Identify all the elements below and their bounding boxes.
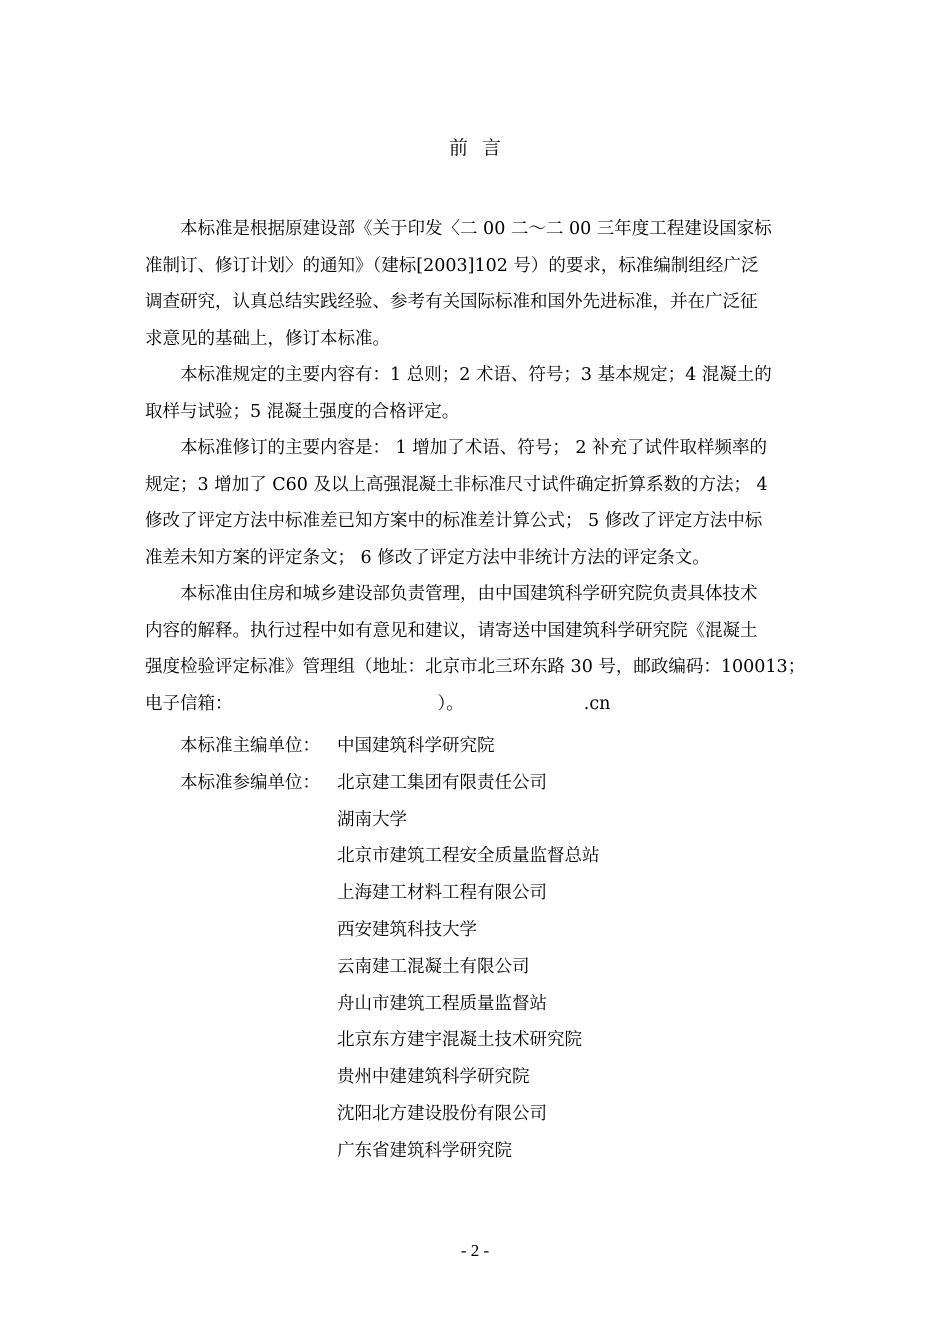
chief-unit-value: 中国建筑科学研究院 <box>337 736 495 756</box>
text-line: 准制订、修订计划〉的通知》（建标[2003]102 号）的要求，标准编制组经广泛 <box>145 255 759 276</box>
text-line: 本标准修订的主要内容是： 1 增加了术语、符号； 2 补充了试件取样频率的 <box>180 438 768 458</box>
participating-unit-item: 西安建筑科技大学 <box>337 919 477 940</box>
participating-unit-row <box>180 765 600 802</box>
chief-unit-row <box>180 728 600 765</box>
participating-unit-item: 沈阳北方建设股份有限公司 <box>337 1103 547 1124</box>
text-line: 强度检验评定标准》管理组（地址：北京市北三环东路 30 号，邮政编码：100013； <box>145 657 806 677</box>
participating-unit-item: 贵州中建建筑科学研究院 <box>337 1067 530 1088</box>
preface-body <box>145 211 807 722</box>
text-line: 内容的解释。执行过程中如有意见和建议，请寄送中国建筑科学研究院《混凝土 <box>145 620 758 641</box>
participating-unit-item: 湖南大学 <box>337 809 407 830</box>
text-line: 本标准由住房和城乡建设部负责管理，由中国建筑科学研究院负责具体技术 <box>180 584 758 604</box>
participating-unit-item: 北京建工集团有限责任公司 <box>337 772 547 793</box>
text-line: 修改了评定方法中标准差已知方案中的标准差计算公式； 5 修改了评定方法中标 <box>145 511 763 531</box>
participating-unit-item: 云南建工混凝土有限公司 <box>337 956 530 977</box>
participating-unit-label: 本标准参编单位： <box>180 772 320 793</box>
email-domain: .cn <box>583 693 611 714</box>
email-line <box>145 686 807 723</box>
text-line: 取样与试验；5 混凝土强度的合格评定。 <box>145 401 460 422</box>
chief-unit-label: 本标准主编单位： <box>180 736 320 756</box>
email-close: ）。 <box>437 693 464 714</box>
page-number: - 2 - <box>460 1241 490 1260</box>
participating-unit-item: 北京东方建宇混凝土技术研究院 <box>337 1030 582 1051</box>
paragraph-main-contents <box>145 357 807 430</box>
text-line: 准差未知方案的评定条文； 6 修改了评定方法中非统计方法的评定条文。 <box>145 547 710 568</box>
page-title: 前言 <box>448 137 515 159</box>
participating-unit-item: 北京市建筑工程安全质量监督总站 <box>337 846 600 867</box>
text-line: 调查研究，认真总结实践经验、参考有关国际标准和国外先进标准，并在广泛征 <box>145 292 758 312</box>
paragraph-management <box>145 576 807 722</box>
paragraph-revision-contents <box>145 430 807 576</box>
participating-unit-item: 上海建工材料工程有限公司 <box>337 883 547 904</box>
paragraph-compilation-basis <box>145 211 807 357</box>
participating-unit-item: 广东省建筑科学研究院 <box>337 1140 512 1161</box>
text-line: 本标准是根据原建设部《关于印发〈二 00 二～二 00 三年度工程建设国家标 <box>180 219 772 239</box>
email-label: 电子信箱： <box>145 693 233 714</box>
participating-unit-item: 舟山市建筑工程质量监督站 <box>337 993 547 1014</box>
units-section <box>180 728 600 1170</box>
text-line: 规定；3 增加了 C60 及以上高强混凝土非标准尺寸试件确定折算系数的方法； 4 <box>145 474 768 495</box>
text-line: 求意见的基础上，修订本标准。 <box>145 328 390 349</box>
text-line: 本标准规定的主要内容有：1 总则；2 术语、符号；3 基本规定；4 混凝土的 <box>180 365 772 385</box>
